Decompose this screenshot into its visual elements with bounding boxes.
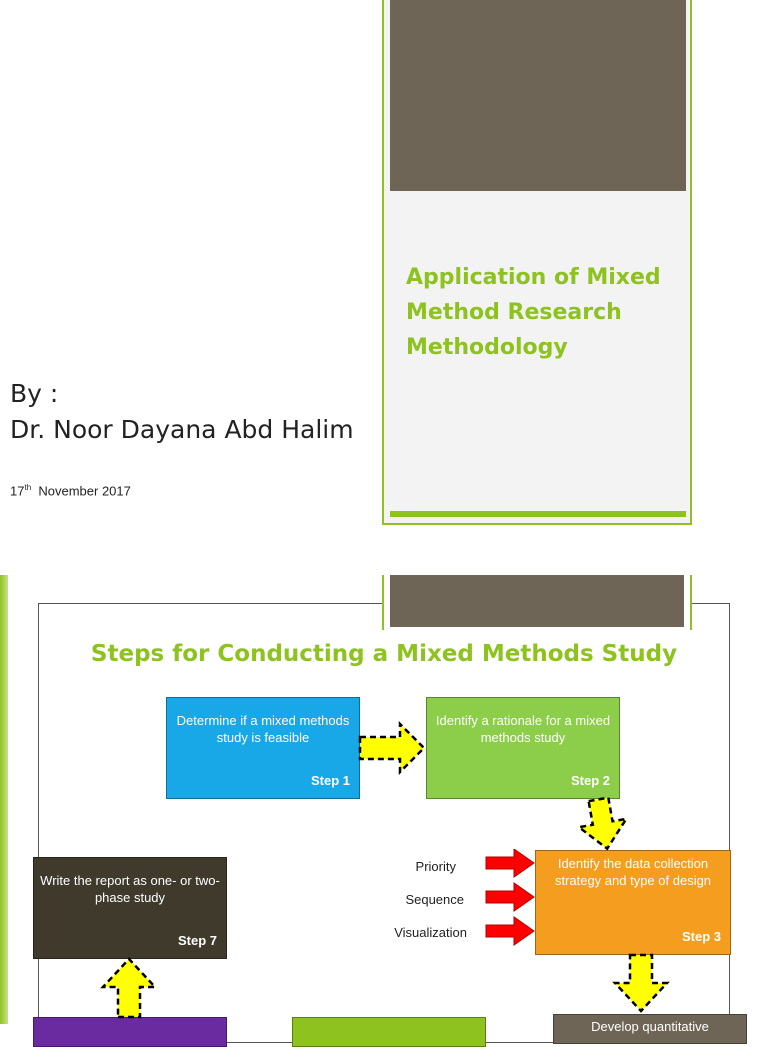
step-text: Determine if a mixed methods study is feasible	[176, 713, 350, 745]
step-label: Step 2	[570, 773, 610, 788]
step-6-box	[33, 1017, 227, 1047]
step-3-box	[535, 850, 731, 955]
date-day: 17	[10, 483, 25, 499]
title-card	[382, 0, 692, 525]
date-rest: November 2017	[38, 483, 131, 499]
date-suffix: th	[24, 483, 32, 492]
title-image-placeholder	[390, 0, 686, 191]
by-label: By :	[10, 379, 59, 408]
step-label: Step 7	[177, 933, 217, 948]
presentation-date	[10, 483, 131, 498]
step-text: Write the report as one- or two-phase study	[40, 873, 220, 905]
step-7-box	[33, 857, 227, 959]
step-text: Develop quantitative	[591, 1019, 709, 1034]
input-label-visualization: Visualization	[394, 925, 467, 940]
step-text: Identify the data collection strategy and type of design	[554, 856, 712, 888]
step-text: Identify a rationale for a mixed methods study	[435, 713, 611, 745]
presentation-title: Application of Mixed Method Research Methodology	[406, 265, 661, 360]
accent-bar	[390, 511, 686, 517]
side-accent-strip	[0, 575, 8, 1024]
step-1-box	[166, 697, 360, 799]
red-arrow-priority	[486, 849, 534, 877]
header-image-tab	[382, 575, 692, 630]
author-name: Dr. Noor Dayana Abd Halim	[10, 415, 354, 444]
header-image-placeholder	[390, 575, 684, 627]
input-label-sequence: Sequence	[405, 892, 464, 907]
step-label: Step 3	[681, 929, 721, 944]
author-block	[10, 376, 354, 448]
arrow-step1-to-step2	[358, 721, 428, 775]
step-5-box	[292, 1017, 486, 1047]
arrow-step3-to-step4	[612, 953, 670, 1015]
step-2-box	[426, 697, 620, 799]
arrow-step2-to-step3	[575, 797, 631, 853]
input-label-priority: Priority	[415, 859, 456, 874]
red-input-arrows	[484, 849, 536, 949]
steps-slide	[0, 575, 768, 1034]
red-arrow-sequence	[486, 883, 534, 911]
slide-heading: Steps for Conducting a Mixed Methods Study	[90, 641, 678, 667]
arrow-step6-to-step7	[100, 957, 158, 1019]
red-arrow-visualization	[486, 917, 534, 945]
step-label: Step 1	[310, 773, 350, 788]
step-4-box	[553, 1014, 747, 1044]
